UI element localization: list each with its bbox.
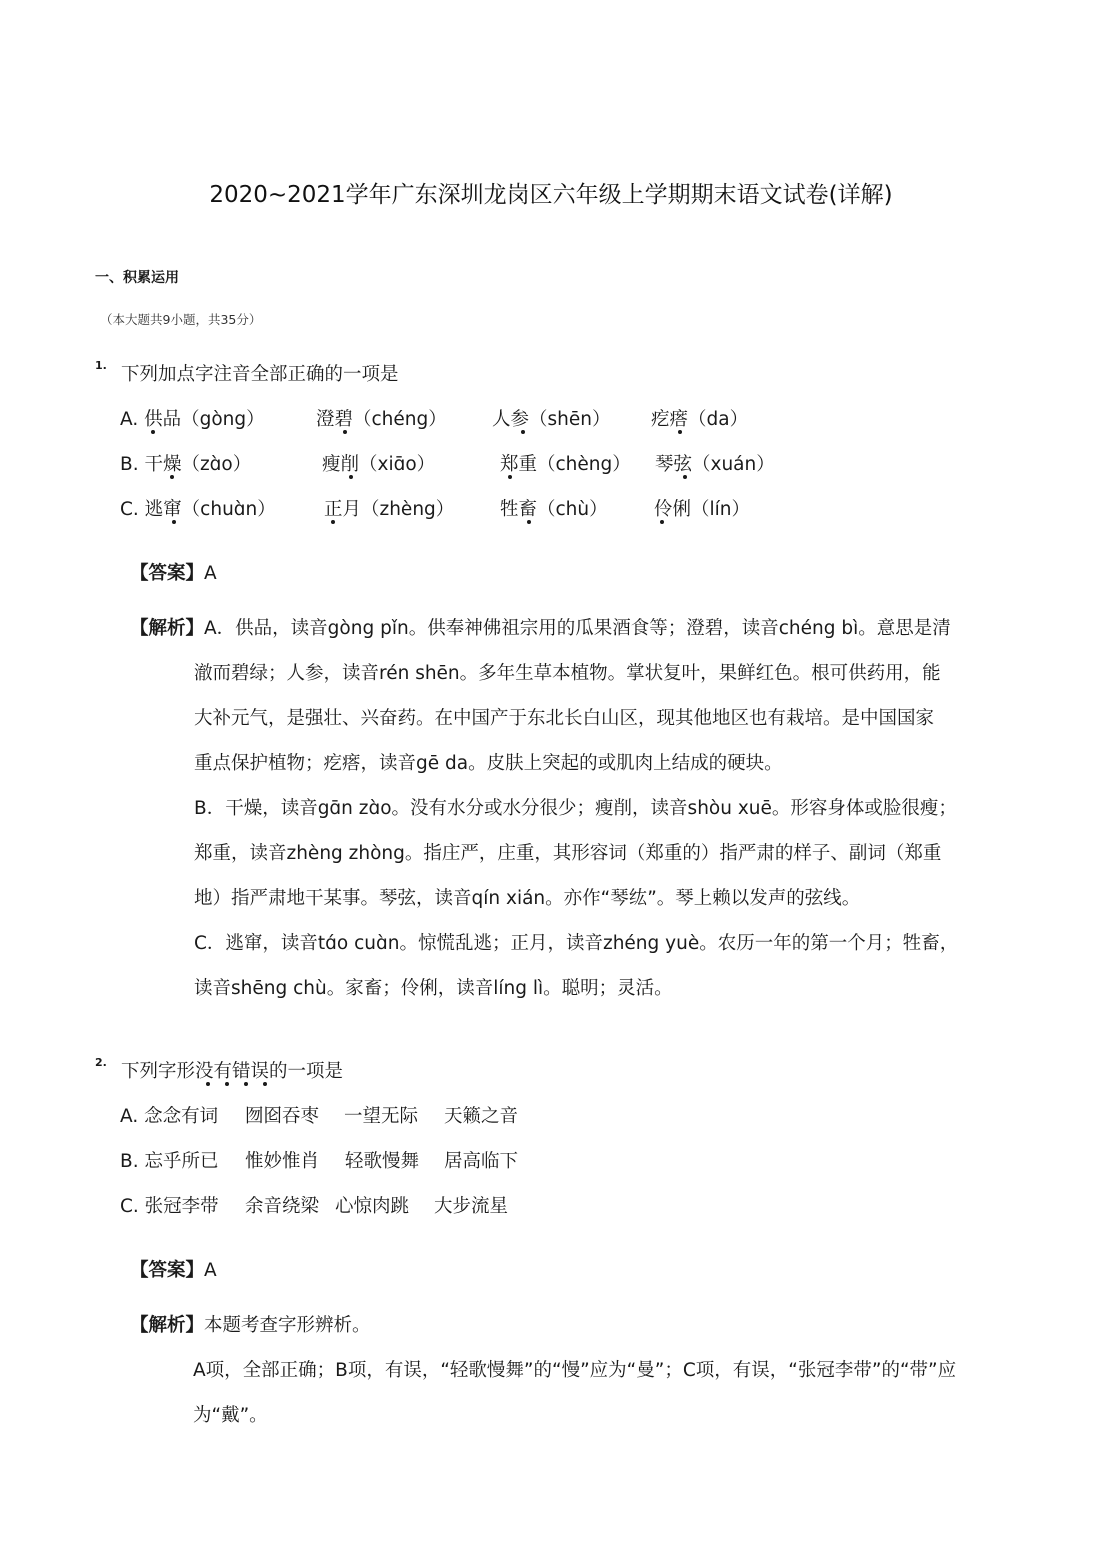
emphasis-dot [172,520,176,524]
q2-option-b-4: 居高临下 [444,1151,519,1172]
q1-explanation-line: 大补元气，是强壮、兴奋药。在中国产于东北长白山区，现其他地区也有栽培。是中国国家 [194,708,935,729]
q1-option-b-2: 瘦削（xiɑ̄o） [322,454,436,475]
emphasis-dot [683,475,687,479]
q2-option-a-1: A. 念念有词 [120,1106,219,1127]
emphasis-dot [678,430,682,434]
emphasis-dot [660,520,664,524]
emphasis-dot [349,475,353,479]
q1-option-a-4: 疙瘩（da） [651,409,749,430]
q1-explanation-line: 澈而碧绿；人参，读音rén shēn。多年生草本植物。掌状复叶，果鲜红色。根可供药用，能 [194,663,941,684]
q2-option-a-2: 囫囵吞枣 [245,1106,320,1127]
q2-option-b-1: B. 忘乎所已 [120,1151,219,1172]
q2-explanation-line: 为“戴”。 [193,1405,268,1426]
question-2-text: 下列字形没有错误的一项是 [121,1061,344,1082]
q1-explanation-line: C．逃窜，读音tɑ́o cuɑ̀n。惊慌乱逃；正月，读音zhéng yuè。农历一年的第一个月；牲畜， [194,933,959,954]
emphasis-dot [206,1082,210,1086]
q1-option-a-2: 澄碧（chéng） [316,409,447,430]
q1-explanation-line [130,614,951,640]
explanation-intro: 本题考查字形辨析。 [204,1315,371,1336]
answer-label: 【答案】 [130,563,205,584]
q1-explanation-line: B．干燥，读音gɑ̄n zɑ̀o。没有水分或水分很少；瘦削，读音shòu xuē。形容身体或脸很瘦； [194,798,957,819]
q1-explanation-line: 重点保护植物；疙瘩，读音gē da。皮肤上突起的或肌肉上结成的硬块。 [194,753,783,774]
emphasis-dot [151,430,155,434]
q2-option-c-4: 大步流星 [434,1196,509,1217]
q1-option-b-3: 郑重（chèng） [500,454,631,475]
q1-explanation-line: 郑重，读音zhèng zhòng。指庄严，庄重，其形容词（郑重的）指严肃的样子、副词（郑重 [194,843,942,864]
q1-option-c-2: 正月（zhèng） [324,499,455,520]
question-1-number: 1. [95,359,107,372]
emphasis-dot [343,430,347,434]
q2-explanation-line [130,1311,371,1337]
emphasis-dot [508,475,512,479]
q2-option-a-3: 一望无际 [344,1106,419,1127]
q2-option-b-2: 惟妙惟肖 [245,1151,320,1172]
q1-option-c-4: 伶俐（lín） [654,499,751,520]
question-2-number: 2. [95,1056,107,1069]
emphasis-dot [244,1082,248,1086]
q1-explanation-line: 读音shēng chù。家畜；伶俐，读音líng lì。聪明；灵活。 [194,978,673,999]
q2-explanation-line: A项，全部正确；B项，有误，“轻歌慢舞”的“慢”应为“曼”；C项，有误，“张冠李带”的“带”应 [193,1360,957,1381]
emphasis-dot [263,1082,267,1086]
q1-answer [130,559,217,585]
q1-option-b-4: 琴弦（xuán） [655,454,775,475]
answer-value: A [204,563,217,584]
question-1-text: 下列加点字注音全部正确的一项是 [121,364,399,385]
emphasis-dot [170,475,174,479]
explanation-label: 【解析】 [130,1315,205,1336]
q1-option-a-3: 人参（shēn） [492,409,611,430]
section-heading: 一、积累运用 [95,270,179,286]
q2-option-c-3: 心惊肉跳 [335,1196,410,1217]
q2-option-c-2: 余音绕梁 [245,1196,320,1217]
page-title: 2020~2021学年广东深圳龙岗区六年级上学期期末语文试卷(详解) [209,182,893,208]
q2-option-b-3: 轻歌慢舞 [345,1151,420,1172]
q2-answer [130,1256,217,1282]
emphasis-dot [331,520,335,524]
q1-option-b-1: B. 干燥（zɑ̀o） [120,454,252,475]
explanation-label: 【解析】 [130,618,205,639]
emphasis-dot [527,520,531,524]
q1-explanation-line: 地）指严肃地干某事。琴弦，读音qín xián。亦作“琴纮”。琴上赖以发声的弦线。 [194,888,861,909]
section-note: （本大题共9小题，共35分） [100,312,262,327]
answer-label: 【答案】 [130,1260,205,1281]
q2-option-c-1: C. 张冠李带 [120,1196,219,1217]
emphasis-dot [225,1082,229,1086]
emphasis-dot [521,430,525,434]
answer-value: A [204,1260,217,1281]
q2-option-a-4: 天籁之音 [444,1106,519,1127]
q1-option-a-1: A. 供品（gòng） [120,409,265,430]
q1-option-c-3: 牲畜（chù） [500,499,608,520]
q1-option-c-1: C. 逃窜（chuɑ̀n） [120,499,276,520]
explanation-text: A．供品，读音gòng pǐn。供奉神佛祖宗用的瓜果酒食等；澄碧，读音chéng bì。意思是清 [204,618,951,639]
